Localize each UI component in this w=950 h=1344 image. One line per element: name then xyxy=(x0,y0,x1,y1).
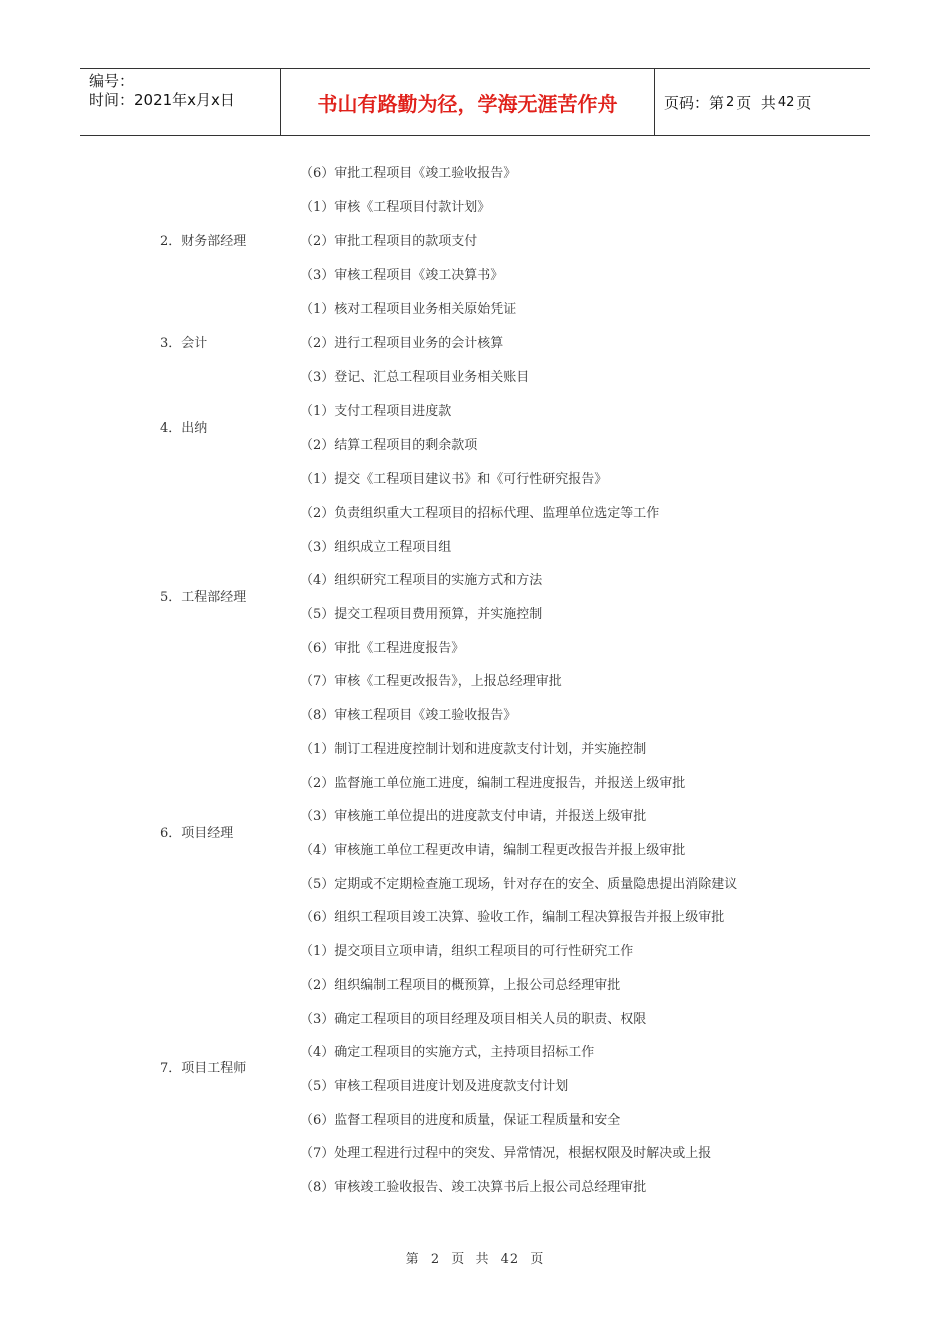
page-footer xyxy=(0,1248,950,1267)
duty-item: （3）审核工程项目《竣工决算书》 xyxy=(300,268,504,283)
duty-item: （6）审批工程项目《竣工验收报告》 xyxy=(300,166,517,181)
duty-item: （3）登记、汇总工程项目业务相关账目 xyxy=(300,370,530,385)
duty-item: （1）提交《工程项目建议书》和《可行性研究报告》 xyxy=(300,472,608,487)
page-suffix: 页 xyxy=(796,93,812,112)
duty-item: （2）监督施工单位施工进度，编制工程进度报告，并报送上级审批 xyxy=(300,776,686,791)
document-date-label: 时间：2021年x月x日 xyxy=(89,91,235,109)
duty-item: （5）定期或不定期检查施工现场，针对存在的安全、质量隐患提出消除建议 xyxy=(300,877,738,892)
duty-item: （4）审核施工单位工程更改申请，编制工程更改报告并报上级审批 xyxy=(300,843,686,858)
duty-item: （6）监督工程项目的进度和质量，保证工程质量和安全 xyxy=(300,1113,621,1128)
duty-item: （2）审批工程项目的款项支付 xyxy=(300,234,478,249)
page-mid: 页 共 xyxy=(736,93,776,112)
duty-item: （4）组织研究工程项目的实施方式和方法 xyxy=(300,573,543,588)
duty-item: （1）审核《工程项目付款计划》 xyxy=(300,200,491,215)
duty-item: （5）提交工程项目费用预算，并实施控制 xyxy=(300,607,543,622)
duty-item: （2）组织编制工程项目的概预算，上报公司总经理审批 xyxy=(300,978,621,993)
header-info-cell xyxy=(80,69,281,135)
header-motto: 书山有路勤为径，学海无涯苦作舟 xyxy=(281,69,655,135)
duty-item: （6）组织工程项目竣工决算、验收工作，编制工程决算报告并报上级审批 xyxy=(300,910,725,925)
page-total: 42 xyxy=(777,94,795,110)
duty-item: （2）负责组织重大工程项目的招标代理、监理单位选定等工作 xyxy=(300,506,660,521)
duty-item: （3）审核施工单位提出的进度款支付申请，并报送上级审批 xyxy=(300,809,647,824)
role-finance-manager: 2．财务部经理 xyxy=(160,234,247,249)
duty-item: （6）审批《工程进度报告》 xyxy=(300,641,465,656)
page-header xyxy=(80,68,870,136)
role-project-engineer: 7．项目工程师 xyxy=(160,1061,247,1076)
duty-item: （8）审核竣工验收报告、竣工决算书后上报公司总经理审批 xyxy=(300,1180,647,1195)
duty-item: （2）进行工程项目业务的会计核算 xyxy=(300,336,504,351)
duty-item: （8）审核工程项目《竣工验收报告》 xyxy=(300,708,517,723)
header-page-number xyxy=(655,69,870,135)
duty-item: （3）组织成立工程项目组 xyxy=(300,540,452,555)
duty-item: （5）审核工程项目进度计划及进度款支付计划 xyxy=(300,1079,569,1094)
duty-item: （7）审核《工程更改报告》，上报总经理审批 xyxy=(300,674,562,689)
footer-page-total: 42 xyxy=(500,1252,520,1267)
role-cashier: 4．出纳 xyxy=(160,421,208,436)
footer-mid: 页 共 xyxy=(451,1252,490,1267)
duty-item: （4）确定工程项目的实施方式，主持项目招标工作 xyxy=(300,1045,595,1060)
duty-item: （1）支付工程项目进度款 xyxy=(300,404,452,419)
footer-suffix: 页 xyxy=(530,1252,545,1267)
role-accountant: 3．会计 xyxy=(160,336,208,351)
role-project-manager: 6．项目经理 xyxy=(160,826,234,841)
duty-item: （1）制订工程进度控制计划和进度款支付计划，并实施控制 xyxy=(300,742,647,757)
footer-prefix: 第 xyxy=(405,1252,420,1267)
document-code-label: 编号： xyxy=(89,72,135,90)
duty-item: （1）核对工程项目业务相关原始凭证 xyxy=(300,302,517,317)
role-engineering-manager: 5．工程部经理 xyxy=(160,590,247,605)
footer-page-current: 2 xyxy=(430,1252,441,1267)
page-prefix: 页码：第 xyxy=(664,93,725,112)
page-current: 2 xyxy=(726,94,735,110)
duty-item: （3）确定工程项目的项目经理及项目相关人员的职责、权限 xyxy=(300,1012,647,1027)
duty-item: （2）结算工程项目的剩余款项 xyxy=(300,438,478,453)
duty-item: （7）处理工程进行过程中的突发、异常情况，根据权限及时解决或上报 xyxy=(300,1146,712,1161)
duty-item: （1）提交项目立项申请，组织工程项目的可行性研究工作 xyxy=(300,944,634,959)
